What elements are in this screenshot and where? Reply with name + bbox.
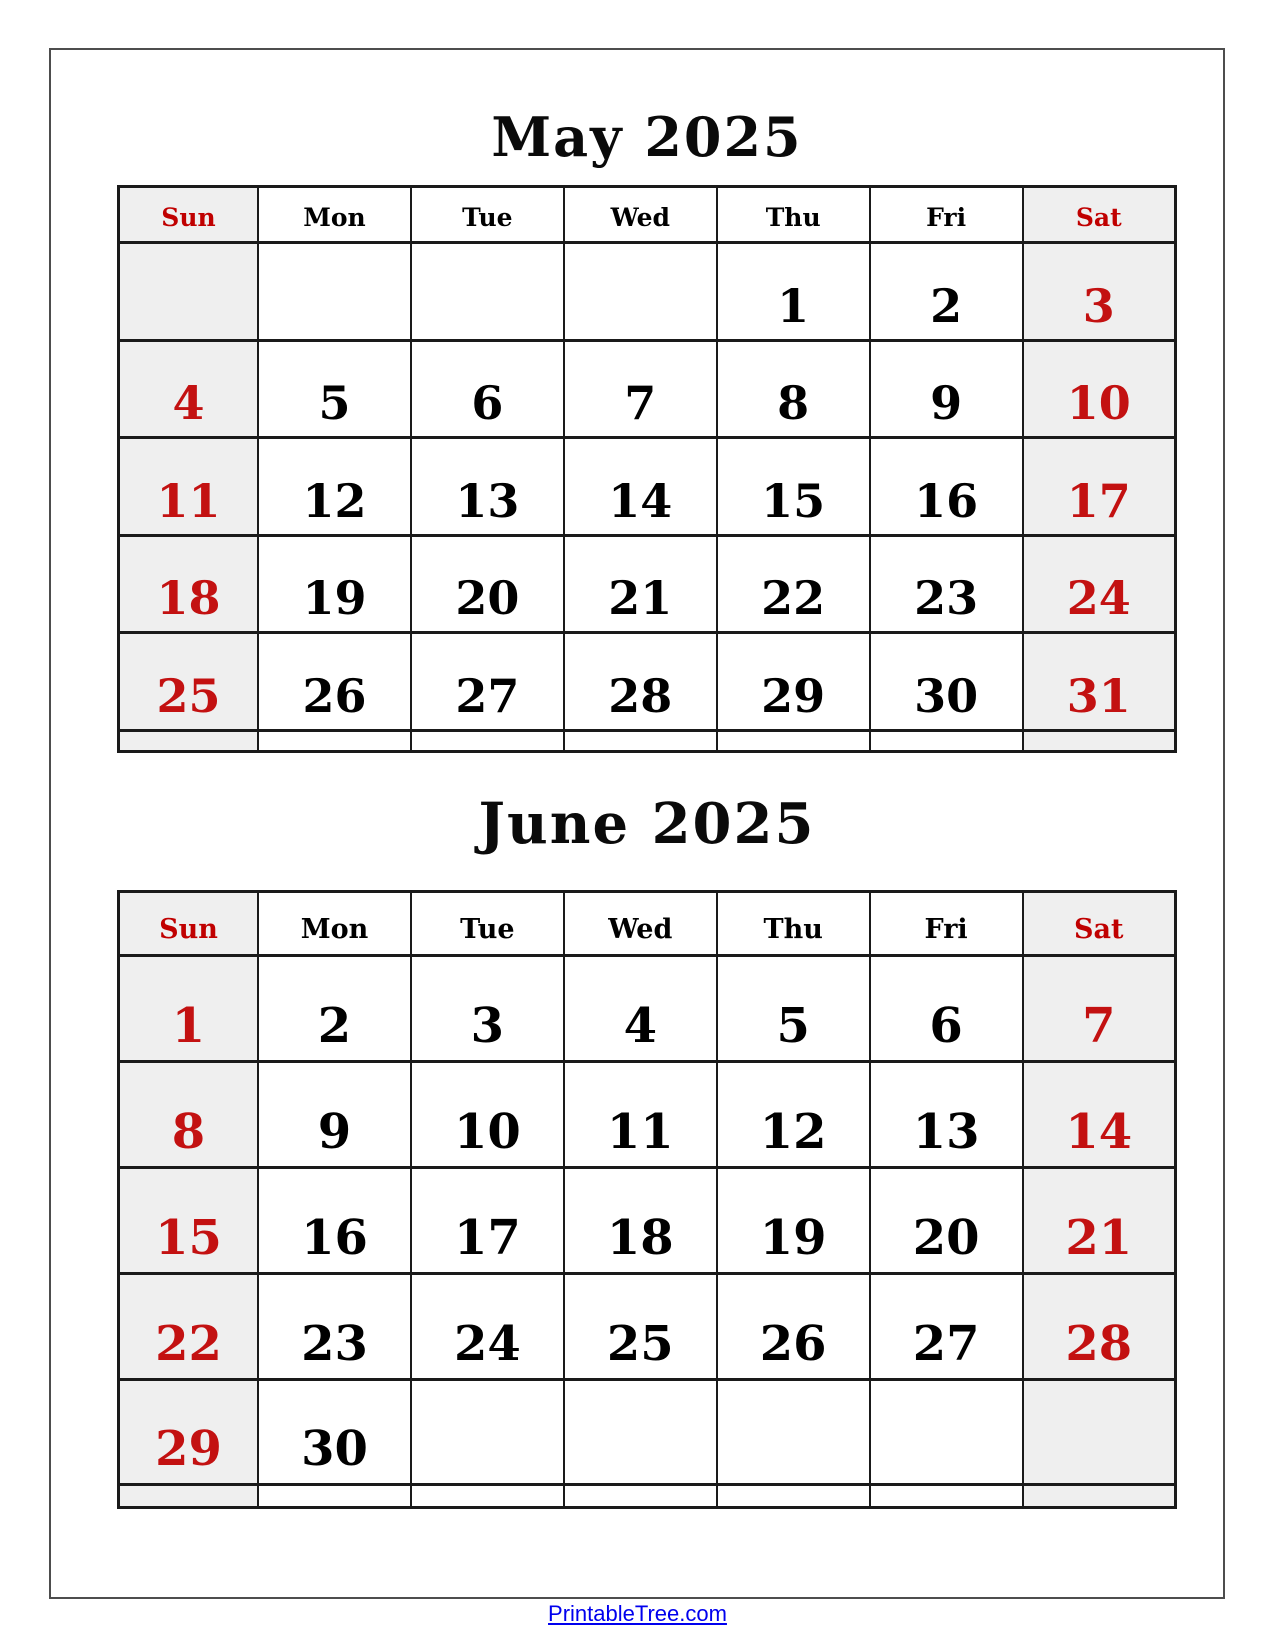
day-cell-23: 23 — [870, 535, 1023, 633]
day-cell-10: 10 — [1023, 340, 1176, 438]
day-header-sat: Sat — [1023, 892, 1176, 956]
day-header-sat: Sat — [1023, 187, 1176, 243]
footer — [0, 1601, 1275, 1627]
day-cell-26: 26 — [717, 1273, 870, 1379]
empty-day-cell — [119, 730, 259, 752]
day-header-tue: Tue — [411, 892, 564, 956]
empty-day-cell — [564, 1485, 717, 1508]
empty-day-cell — [258, 730, 411, 752]
week-row — [119, 1379, 1176, 1485]
day-cell-23: 23 — [258, 1273, 411, 1379]
empty-day-cell — [411, 1485, 564, 1508]
day-header-sun: Sun — [119, 187, 259, 243]
calendar-table-june — [117, 890, 1177, 1509]
day-cell-27: 27 — [870, 1273, 1023, 1379]
day-cell-22: 22 — [119, 1273, 259, 1379]
day-cell-6: 6 — [411, 340, 564, 438]
day-cell-16: 16 — [870, 438, 1023, 536]
day-cell-12: 12 — [717, 1061, 870, 1167]
day-cell-18: 18 — [564, 1167, 717, 1273]
day-cell-15: 15 — [119, 1167, 259, 1273]
week-row — [119, 1061, 1176, 1167]
day-cell-15: 15 — [717, 438, 870, 536]
empty-day-cell — [564, 1379, 717, 1485]
day-header-mon: Mon — [258, 892, 411, 956]
calendar-title-june: June 2025 — [478, 791, 816, 857]
empty-day-cell — [870, 1379, 1023, 1485]
day-header-tue: Tue — [411, 187, 564, 243]
day-cell-26: 26 — [258, 633, 411, 731]
day-cell-24: 24 — [411, 1273, 564, 1379]
day-cell-16: 16 — [258, 1167, 411, 1273]
day-cell-8: 8 — [717, 340, 870, 438]
week-row — [119, 535, 1176, 633]
day-cell-18: 18 — [119, 535, 259, 633]
empty-day-cell — [411, 730, 564, 752]
week-row — [119, 243, 1176, 341]
week-row — [119, 1485, 1176, 1508]
day-cell-8: 8 — [119, 1061, 259, 1167]
day-cell-27: 27 — [411, 633, 564, 731]
day-cell-31: 31 — [1023, 633, 1176, 731]
day-cell-22: 22 — [717, 535, 870, 633]
day-cell-14: 14 — [1023, 1061, 1176, 1167]
day-header-thu: Thu — [717, 892, 870, 956]
day-cell-17: 17 — [1023, 438, 1176, 536]
day-cell-30: 30 — [870, 633, 1023, 731]
day-header-row — [119, 892, 1176, 956]
week-row — [119, 730, 1176, 752]
day-cell-13: 13 — [870, 1061, 1023, 1167]
week-row — [119, 438, 1176, 536]
day-cell-25: 25 — [564, 1273, 717, 1379]
day-cell-1: 1 — [119, 956, 259, 1062]
day-cell-29: 29 — [119, 1379, 259, 1485]
day-cell-12: 12 — [258, 438, 411, 536]
week-row — [119, 956, 1176, 1062]
day-cell-28: 28 — [564, 633, 717, 731]
day-cell-19: 19 — [258, 535, 411, 633]
empty-day-cell — [258, 243, 411, 341]
day-cell-7: 7 — [564, 340, 717, 438]
empty-day-cell — [564, 730, 717, 752]
day-cell-19: 19 — [717, 1167, 870, 1273]
day-cell-11: 11 — [119, 438, 259, 536]
day-cell-4: 4 — [564, 956, 717, 1062]
day-header-mon: Mon — [258, 187, 411, 243]
day-cell-3: 3 — [1023, 243, 1176, 341]
empty-day-cell — [1023, 1379, 1176, 1485]
calendar-page-content — [117, 48, 1177, 1599]
day-cell-20: 20 — [870, 1167, 1023, 1273]
day-header-wed: Wed — [564, 892, 717, 956]
week-row — [119, 633, 1176, 731]
empty-day-cell — [717, 1379, 870, 1485]
day-cell-29: 29 — [717, 633, 870, 731]
day-cell-14: 14 — [564, 438, 717, 536]
week-row — [119, 340, 1176, 438]
day-cell-9: 9 — [870, 340, 1023, 438]
day-cell-2: 2 — [258, 956, 411, 1062]
day-cell-11: 11 — [564, 1061, 717, 1167]
day-cell-6: 6 — [870, 956, 1023, 1062]
empty-day-cell — [1023, 1485, 1176, 1508]
day-cell-1: 1 — [717, 243, 870, 341]
day-cell-7: 7 — [1023, 956, 1176, 1062]
day-cell-5: 5 — [717, 956, 870, 1062]
day-cell-21: 21 — [564, 535, 717, 633]
day-cell-9: 9 — [258, 1061, 411, 1167]
day-header-sun: Sun — [119, 892, 259, 956]
day-cell-3: 3 — [411, 956, 564, 1062]
calendar-table-may — [117, 185, 1177, 753]
footer-link[interactable]: PrintableTree.com — [548, 1601, 727, 1626]
day-header-wed: Wed — [564, 187, 717, 243]
empty-day-cell — [717, 1485, 870, 1508]
day-cell-5: 5 — [258, 340, 411, 438]
day-header-fri: Fri — [870, 892, 1023, 956]
empty-day-cell — [411, 1379, 564, 1485]
day-cell-28: 28 — [1023, 1273, 1176, 1379]
empty-day-cell — [870, 1485, 1023, 1508]
day-cell-24: 24 — [1023, 535, 1176, 633]
calendar-title-may: May 2025 — [491, 105, 803, 169]
day-cell-17: 17 — [411, 1167, 564, 1273]
day-cell-13: 13 — [411, 438, 564, 536]
day-cell-30: 30 — [258, 1379, 411, 1485]
day-cell-4: 4 — [119, 340, 259, 438]
empty-day-cell — [1023, 730, 1176, 752]
empty-day-cell — [717, 730, 870, 752]
day-header-fri: Fri — [870, 187, 1023, 243]
day-cell-10: 10 — [411, 1061, 564, 1167]
day-cell-2: 2 — [870, 243, 1023, 341]
empty-day-cell — [564, 243, 717, 341]
day-cell-25: 25 — [119, 633, 259, 731]
empty-day-cell — [119, 243, 259, 341]
week-row — [119, 1167, 1176, 1273]
day-cell-20: 20 — [411, 535, 564, 633]
week-row — [119, 1273, 1176, 1379]
day-header-row — [119, 187, 1176, 243]
empty-day-cell — [411, 243, 564, 341]
day-header-thu: Thu — [717, 187, 870, 243]
day-cell-21: 21 — [1023, 1167, 1176, 1273]
empty-day-cell — [119, 1485, 259, 1508]
empty-day-cell — [258, 1485, 411, 1508]
empty-day-cell — [870, 730, 1023, 752]
